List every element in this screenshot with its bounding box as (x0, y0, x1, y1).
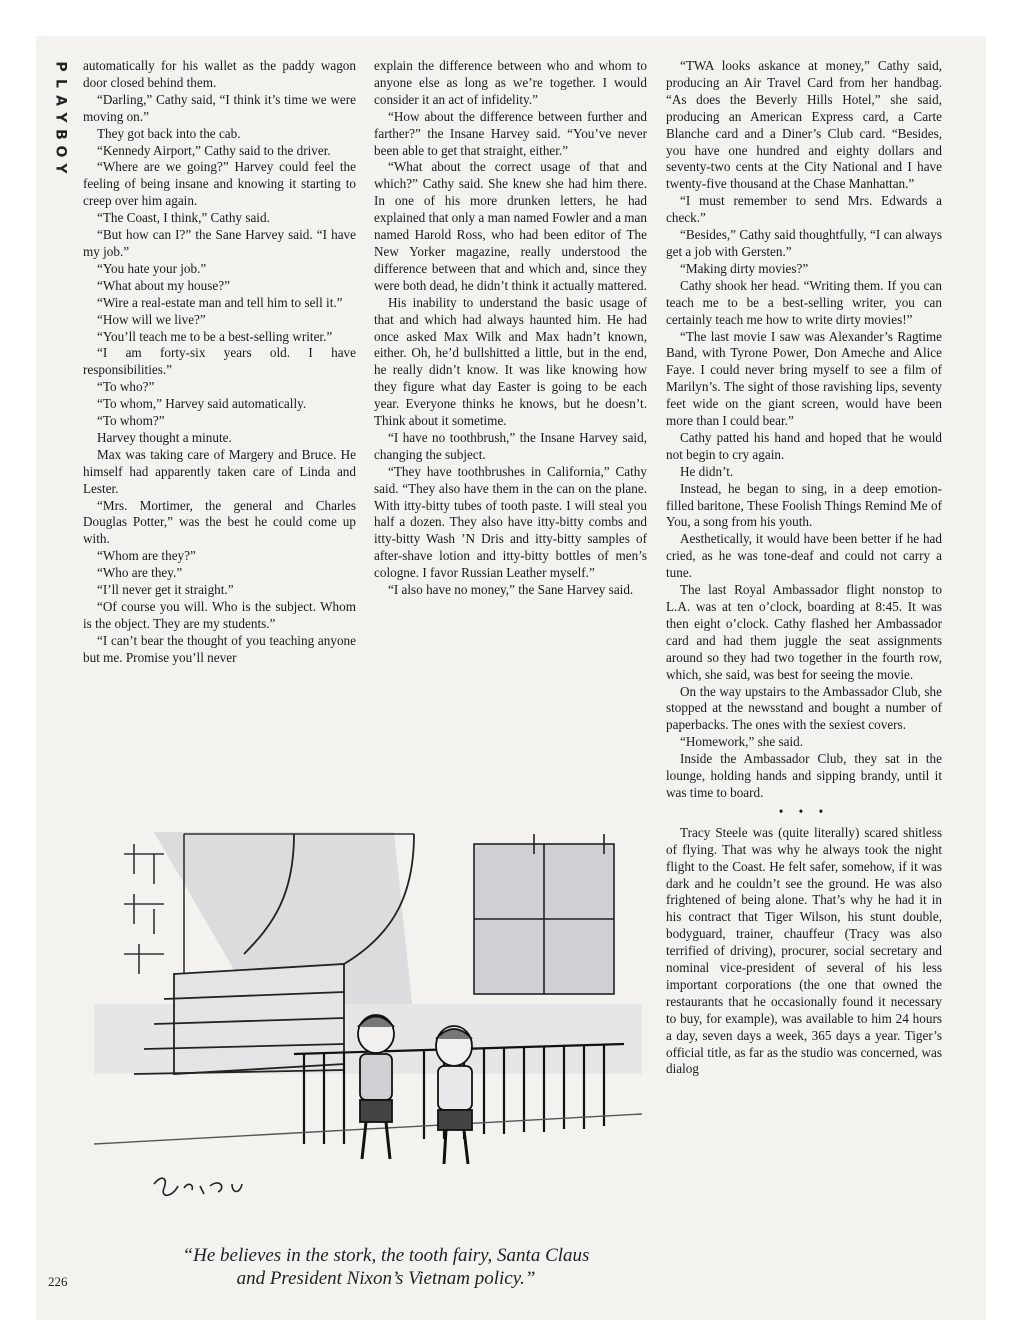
paragraph: “Whom are they?” (97, 548, 196, 564)
section-break: • • • (778, 803, 830, 819)
paragraph: automatically for his wallet as the paddy wagon door closed behind them. (83, 58, 356, 90)
paragraph: “To whom,” Harvey said automatically. (97, 396, 307, 412)
masthead-letter: L (52, 79, 69, 88)
paragraph: “Making dirty movies?” (680, 260, 809, 276)
text-column-2 (374, 58, 647, 599)
paragraph: “Darling,” Cathy said, “I think it’s time we were moving on.” (83, 91, 356, 124)
paragraph: “I can’t bear the thought of you teaching anyone but me. Promise you’ll never (83, 632, 356, 665)
paragraph: “But how can I?” the Sane Harvey said. “I have my job.” (83, 227, 356, 259)
paragraph: Tracy Steele was (quite literally) scared shitless of flying. That was why he always took the night flight to the Coast. He felt safer, somehow, if it was dark and he couldn’t see the ground. He was also frightened of being alone. That’s why he had it in his contract that Tiger Wilson, his stunt double, bodyguard, trainer, chauffeur (Tracy was also terrified of driving), procurer, social secretary and nominal vice-president of several of his less important corporations (the one that owned the restaurants that he occasionally found it necessary to buy, for example), was available to him 24 hours a day, seven days a week, 365 days a year. Tiger’s official title, as far as the studio was concerned, was dialog (666, 824, 942, 1077)
paragraph: “The last movie I saw was Alexander’s Ragtime Band, with Tyrone Power, Don Ameche and Alice Faye. I could never bring myself to see a film of Marilyn’s. The sight of those ravishing lips, seventy feet wide on the giant screen, would have been more than I could bear.” (666, 328, 942, 429)
paragraph: Aesthetically, it would have been better if he had cried, as he was tone-deaf and could not carry a tune. (666, 531, 942, 581)
page-number: 226 (48, 1274, 68, 1289)
paragraph: “How about the difference between further and farther?” the Insane Harvey said. “You’ve never been able to get that straight, either.” (374, 108, 647, 158)
paragraph: explain the difference between who and whom to anyone else as long as we’re together. I would consider it an act of infidelity.” (374, 58, 647, 107)
paragraph: Cathy patted his hand and hoped that he would not begin to cry again. (666, 429, 942, 462)
paragraph: “TWA looks askance at money,” Cathy said, producing an Air Travel Card from her handbag. “As does the Beverly Hills Hotel,” she said, producing an American Express card, a Carte Blanche card and a Diner’s Club card. “Besides, you have one hundred and eighty dollars and seventy-two cents at the City National and I have twenty-five thousand at the Chase Manhattan.” (666, 58, 942, 192)
paragraph: The last Royal Ambassador flight nonstop to L.A. was at ten o’clock, boarding at 8:45. It was then eight o’clock. Cathy flashed her Ambassador card and had them juggle the seat assignments around so they had two together in the fourth row, which, she said, was best for seeing the movie. (666, 582, 942, 682)
masthead-letter: Y (52, 163, 69, 174)
masthead-letter: O (52, 145, 69, 158)
text-column-3 (666, 58, 942, 1078)
paragraph: “To who?” (97, 379, 155, 395)
paragraph: “I also have no money,” the Sane Harvey said. (388, 582, 634, 598)
paragraph: Instead, he began to sing, in a deep emotion-filled baritone, These Foolish Things Remind Me of You, a song from his youth. (666, 480, 942, 530)
magazine-page (36, 36, 986, 1320)
paragraph: “Who are they.” (97, 565, 183, 581)
masthead-letter: P (52, 61, 69, 72)
paragraph: His inability to understand the basic usage of that and which had always haunted him. He had once asked Max Wilk and Max hadn’t known, either. Oh, he’d bullshitted a little, but in the end, he really didn’t know. It was like knowing how they figure what day Easter is going to be each year. Everyone thinks he knows, but he doesn’t. Think about it sometime. (374, 294, 647, 429)
paragraph: “They have toothbrushes in California,” Cathy said. “They also have them in the can on the plane. With itty-bitty tubes of tooth paste. I will steal you half a dozen. They also have itty-bitty combs and itty-bitty Wash ’N Dris and itty-bitty samples of after-shave lotion and itty-bitty bottles of men’s cologne. I favor Russian Leather myself.” (374, 463, 647, 581)
paragraph: “The Coast, I think,” Cathy said. (97, 210, 270, 226)
paragraph: “Homework,” she said. (680, 734, 804, 750)
paragraph: “Besides,” Cathy said thoughtfully, “I can always get a job with Gersten.” (666, 227, 942, 259)
text-column-1 (83, 58, 356, 667)
cartoon-caption (126, 1244, 646, 1290)
paragraph: “I am forty-six years old. I have responsibilities.” (83, 345, 356, 378)
paragraph: On the way upstairs to the Ambassador Club, she stopped at the newsstand and bought a number of paperbacks. The ones with the sexiest covers. (666, 683, 942, 733)
paragraph: “Mrs. Mortimer, the general and Charles Douglas Potter,” was the best he could come up with. (83, 497, 356, 547)
cartoon-illustration (94, 814, 642, 1234)
paragraph: “What about the correct usage of that and which?” Cathy said. She knew she had him there. In one of his more drunken letters, he had explained that only a man named Fowler and a man named Harold Ross, who had been editor of The New Yorker magazine, really understood the difference between that and which and, since they were both dead, he didn’t think it actually mattered. (374, 159, 647, 293)
paragraph: Inside the Ambassador Club, they sat in the lounge, holding hands and sipping brandy, until it was time to board. (666, 751, 942, 800)
paragraph: “You hate your job.” (97, 260, 207, 276)
paragraph: Harvey thought a minute. (97, 429, 232, 445)
paragraph: “Wire a real-estate man and tell him to sell it.” (97, 294, 343, 310)
paragraph: “What about my house?” (97, 277, 230, 293)
paragraph: “I have no toothbrush,” the Insane Harvey said, changing the subject. (374, 429, 647, 462)
paragraph: Cathy shook her head. “Writing them. If you can teach me to be a best-selling writer, you can certainly teach me how to write dirty movies!” (666, 277, 942, 327)
paragraph: “I must remember to send Mrs. Edwards a check.” (666, 193, 942, 226)
masthead (50, 58, 70, 177)
masthead-letter: B (52, 129, 69, 140)
paragraph: He didn’t. (680, 463, 734, 479)
paragraph: “Kennedy Airport,” Cathy said to the driver. (97, 142, 331, 158)
paragraph: “Where are we going?” Harvey could feel the feeling of being insane and knowing it starting to creep over him again. (83, 159, 356, 209)
paragraph: “Of course you will. Who is the subject. Whom is the object. They are my students.” (83, 599, 356, 631)
paragraph: “You’ll teach me to be a best-selling writer.” (97, 328, 333, 344)
masthead-letter: Y (52, 112, 69, 123)
masthead-letter: A (52, 95, 69, 106)
paragraph: Max was taking care of Margery and Bruce. He himself had apparently taken care of Linda and Lester. (83, 446, 356, 496)
caption-line: “He believes in the stork, the tooth fairy, Santa Claus (182, 1245, 590, 1266)
paragraph: “I’ll never get it straight.” (97, 582, 234, 598)
paragraph: “How will we live?” (97, 311, 206, 327)
paragraph: They got back into the cab. (97, 125, 241, 141)
caption-line: and President Nixon’s Vietnam policy.” (236, 1268, 536, 1289)
paragraph: “To whom?” (97, 413, 165, 429)
